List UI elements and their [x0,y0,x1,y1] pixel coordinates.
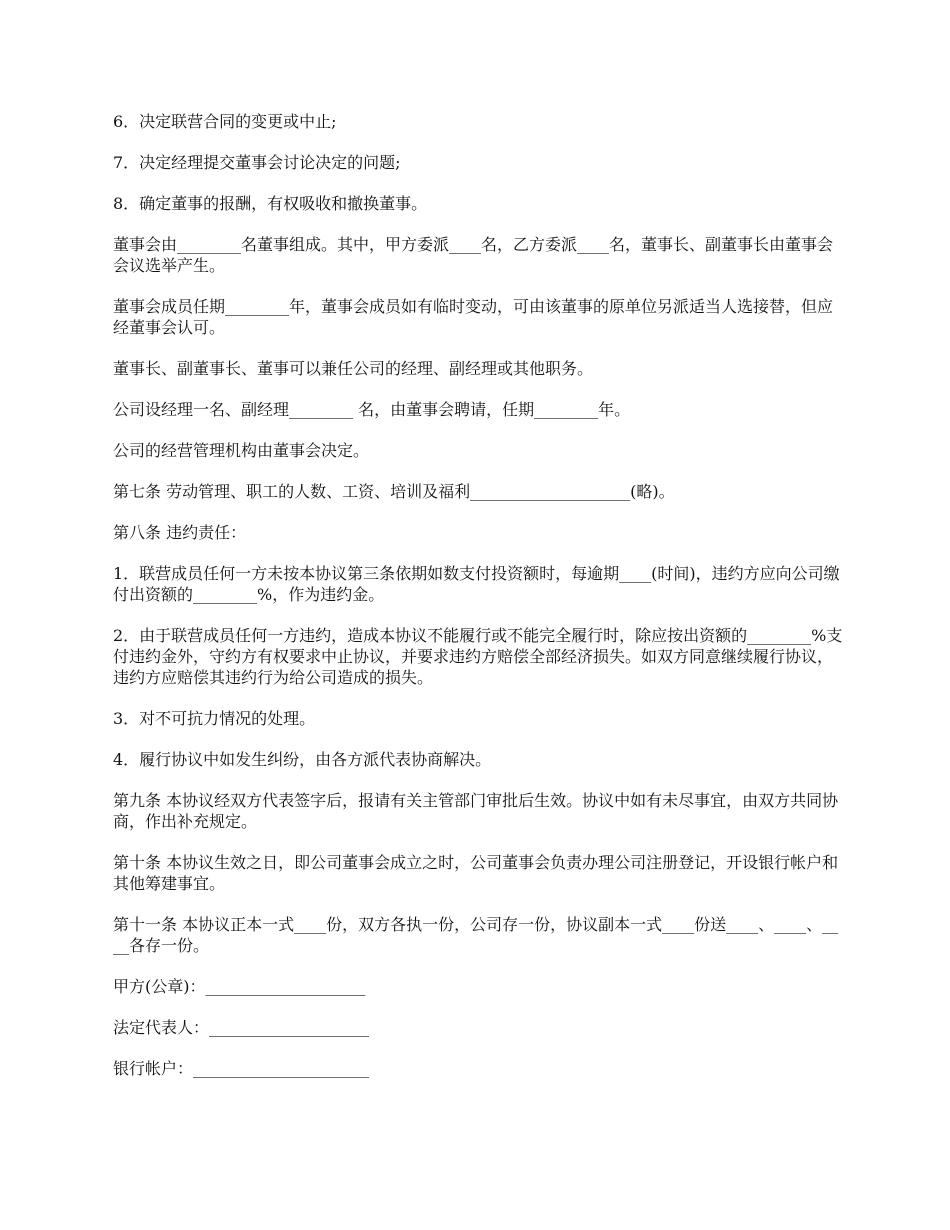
clause-7: 7．决定经理提交董事会讨论决定的问题; [113,153,401,172]
article-7-paragraph: 第七条 劳动管理、职工的人数、工资、培训及福利____________________(略)。 [113,482,675,501]
board-composition-paragraph: 董事会由________名董事组成。其中，甲方委派____名，乙方委派____名，董事长、副董事长由董事会会议选举产生。 [113,235,834,275]
article-9-paragraph: 第九条 本协议经双方代表签字后，报请有关主管部门审批后生效。协议中如有未尽事宜，由双方共同协商，作出补充规定。 [113,791,839,831]
breach-item-2: 2．由于联营成员任何一方违约，造成本协议不能履行或不能完全履行时，除应按出资额的________%支付违约金外，守约方有权要求中止协议，并要求违约方赔偿全部经济损失。如双方同意继续履行协议，违约方应赔偿其违约行为给公司造成的损失。 [113,626,843,687]
clause-6: 6．决定联营合同的变更或中止; [113,112,337,131]
board-term-paragraph: 董事会成员任期________年，董事会成员如有临时变动，可由该董事的原单位另派适当人选接替，但应经董事会认可。 [113,297,834,337]
concurrent-duties-paragraph: 董事长、副董事长、董事可以兼任公司的经理、副经理或其他职务。 [113,359,594,378]
breach-item-4: 4．履行协议中如发生纠纷，由各方派代表协商解决。 [113,750,492,769]
bank-account-line: 银行帐户：______________________ [113,1059,370,1078]
breach-item-3: 3．对不可抗力情况的处理。 [113,709,316,728]
article-8-heading: 第八条 违约责任： [113,523,247,542]
management-structure-paragraph: 公司的经营管理机构由董事会决定。 [113,441,370,460]
party-a-seal-line: 甲方(公章)：____________________ [113,977,366,996]
document-body [113,111,843,1099]
article-11-paragraph: 第十一条 本协议正本一式____份，双方各执一份，公司存一份，协议副本一式____份送____、____、____各存一份。 [113,915,839,955]
breach-item-1: 1．联营成员任何一方未按本协议第三条依期如数支付投资额时，每逾期____(时间)，违约方应向公司缴付出资额的________%，作为违约金。 [113,564,840,604]
manager-appointment-paragraph: 公司设经理一名、副经理________ 名，由董事会聘请，任期________年。 [113,400,631,419]
article-10-paragraph: 第十条 本协议生效之日，即公司董事会成立之时，公司董事会负责办理公司注册登记，开设银行帐户和其他筹建事宜。 [113,853,839,893]
clause-8: 8．确定董事的报酬，有权吸收和撤换董事。 [113,194,428,213]
legal-representative-line: 法定代表人：____________________ [113,1018,370,1037]
